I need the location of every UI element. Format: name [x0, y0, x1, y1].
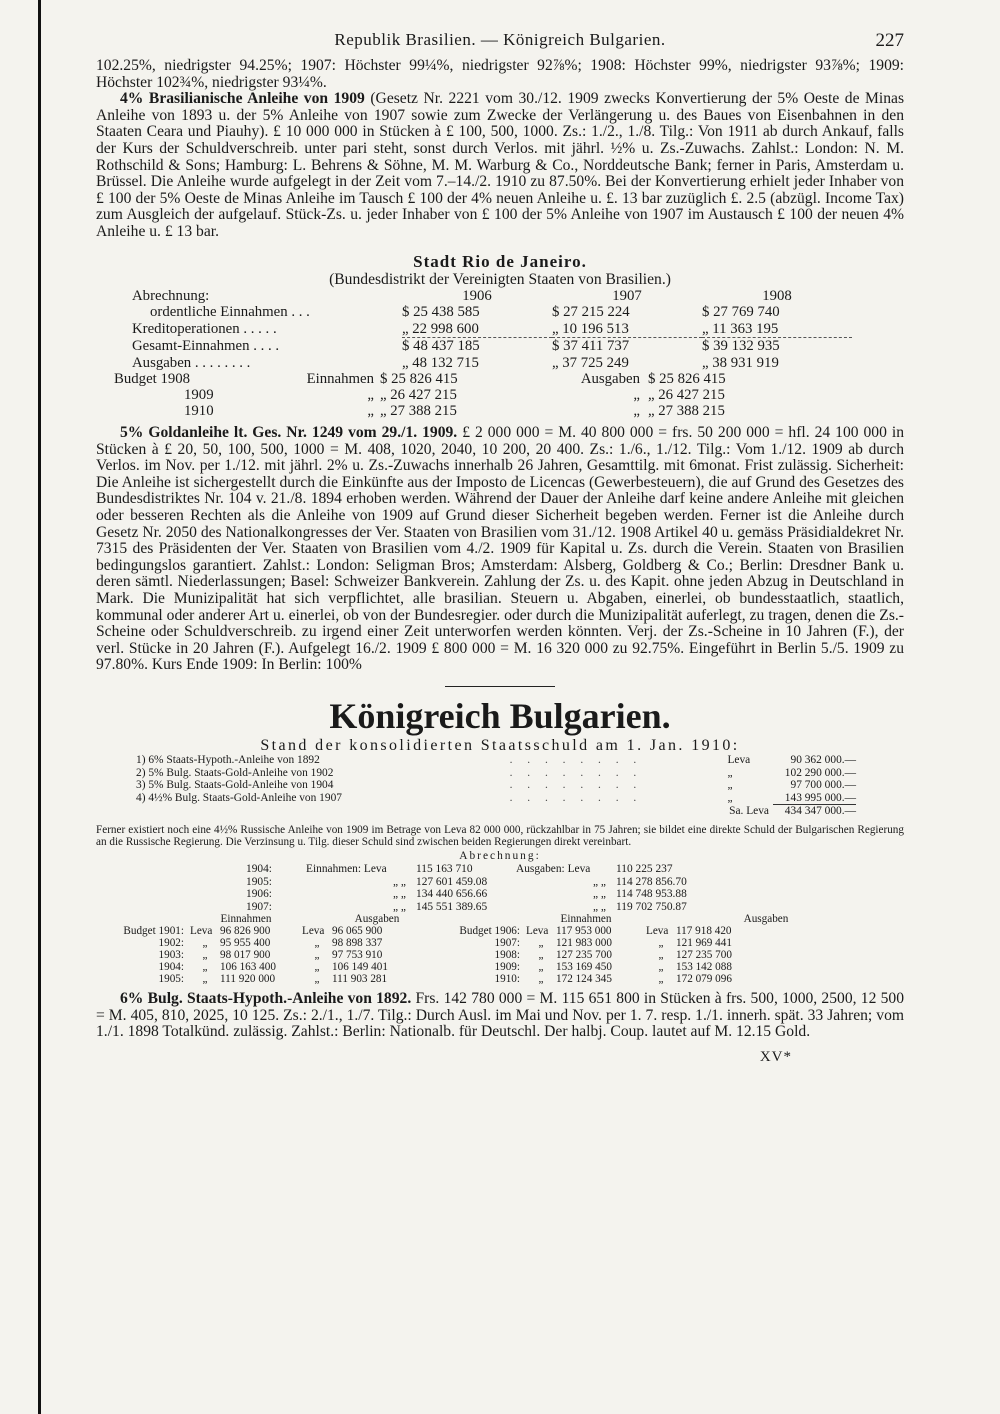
- brasil-loan-1909-text: (Gesetz Nr. 2221 vom 30./12. 1909 zwecks Konvertierung der 5% Oeste de Minas Anleihe von 1893 u. der 5% Anleihe von 1907 sowie zum Zwecke der Verlängerung u. des Baues von Eisenbahnen in den Staaten Ceara und Piauhy). £ 10 000 000 in Stücken à £ 100, 500, 1000. Zs.: 1./2., 1./8. Tilg.: Von 1911 ab durch Ankauf, falls der Kurs der Schuldverschreib. unter pari steht, sonst durch Verlos. mit jährl. ½% u. Zs.-Zuwachs. Zahlst.: London: N. M. Rothschild & Sons; Hamburg: L. Behrens & Söhne, M. M. Warburg & Co., Norddeutsche Bank; ferner in Paris, Amsterdam u. Brüssel. Die Anleihe wurde aufgelegt in der Zeit vom 7.–14./2. 1910 zu 87.50%. Bei der Konvertierung erhielt jeder Inhaber von £ 100 der 5% Oeste de Minas Anleihe im Tausch £ 100 der 4% neuen Anleihe u. £. 13 bar zuzüglich £. 2.5 (abzügl. Income Tax) zum Ausgleich der aufgelauf. Stück-Zs. u. jeder Inhaber von £ 100 der 5% Anleihe von 1907 im Austausch £ 100 der neuen 4% Anleihe u. £ 13 bar.: [96, 90, 905, 240]
- table-row: [132, 321, 852, 338]
- debt-value: 102 290 000.—: [784, 766, 856, 779]
- running-header: [96, 30, 904, 58]
- currency: „: [202, 973, 208, 986]
- ausgaben-value: 119 702 750.87: [616, 900, 687, 913]
- ausgaben-label: „ „: [593, 888, 606, 901]
- einnahmen-value: 134 440 656.66: [416, 888, 488, 901]
- einnahmen-label: „ „: [393, 888, 406, 901]
- ausgaben-value: 96 065 900: [332, 925, 383, 938]
- brasil-loan-1909-paragraph: [96, 91, 904, 240]
- ausgaben-label: „ „: [593, 875, 606, 888]
- einnahmen-value: 121 983 000: [556, 937, 612, 950]
- ausgaben-label: „: [633, 403, 640, 420]
- einnahmen-header: Einnahmen: [560, 913, 612, 926]
- einnahmen-label: „: [367, 387, 374, 404]
- currency: „: [658, 937, 664, 950]
- einnahmen-value: $ 25 826 415: [380, 371, 458, 388]
- ausgaben-value: 153 142 088: [676, 961, 732, 974]
- einnahmen-value: 98 017 900: [220, 949, 271, 962]
- table-row: [116, 949, 886, 961]
- cell-value: $ 27 215 224: [552, 304, 630, 321]
- ausgaben-label: „: [633, 387, 640, 404]
- currency: „: [538, 961, 544, 974]
- year-label: 1905:: [246, 875, 272, 888]
- currency: „: [202, 961, 208, 974]
- debt-currency: „: [727, 766, 733, 779]
- table-row: [246, 863, 746, 876]
- einnahmen-value: 153 169 450: [556, 961, 612, 974]
- ausgaben-value: 121 969 441: [676, 937, 732, 950]
- year-label: 1904:: [246, 862, 272, 875]
- ausgaben-value: 98 898 337: [332, 937, 383, 950]
- rio-gold-loan-title: 5% Goldanleihe lt. Ges. Nr. 1249 vom 29./1. 1909.: [120, 424, 458, 442]
- table-row: [132, 304, 852, 321]
- currency: „: [314, 961, 320, 974]
- currency: „: [314, 937, 320, 950]
- currency: „: [538, 937, 544, 950]
- year-label: 1906:: [246, 888, 272, 901]
- year-label: 1907:: [246, 900, 272, 913]
- debt-value: 97 700 000.—: [790, 779, 856, 792]
- table-row: 3) 5% Bulg. Staats-Gold-Anleihe von 1904 . . . . . . . . „ 97 700 000.—: [136, 779, 856, 792]
- cell-value: „ 37 725 249: [552, 354, 629, 371]
- budget-year: 1908:: [494, 949, 520, 962]
- bulgarien-stand-heading: Stand der konsolidierten Staatsschuld am 1. Jan. 1910:: [260, 736, 740, 754]
- table-row: [114, 371, 814, 387]
- bulgarien-hypoth-loan-paragraph: [96, 991, 904, 1041]
- debt-currency: „: [727, 779, 733, 792]
- cell-value: $ 39 132 935: [702, 338, 852, 355]
- budget-year: 1902:: [158, 937, 184, 950]
- ausgaben-label: „ „: [593, 900, 606, 913]
- table-row: [116, 925, 886, 937]
- ausgaben-value: $ 25 826 415: [648, 371, 726, 388]
- budget-year: 1905:: [158, 973, 184, 986]
- budget-year: 1909:: [494, 961, 520, 974]
- debt-currency: „: [727, 791, 733, 804]
- cell-value: $ 48 437 185: [402, 338, 552, 355]
- ausgaben-value: 117 918 420: [676, 925, 732, 938]
- bulgarien-budget-table: [116, 913, 886, 985]
- ausgaben-value: 111 903 281: [332, 973, 388, 986]
- cell-value: „ 22 998 600: [402, 320, 479, 337]
- debt-value: 90 362 000.—: [790, 753, 856, 766]
- ausgaben-value: „ 27 388 215: [648, 403, 725, 420]
- rio-title: Stadt Rio de Janeiro.: [413, 251, 587, 271]
- abrechnung-label: Abrechnung:: [132, 287, 210, 304]
- currency: „: [314, 973, 320, 986]
- currency: „: [658, 949, 664, 962]
- rio-abrechnung-table: [132, 288, 852, 372]
- rio-budget-table: [114, 371, 814, 419]
- table-row: 2) 5% Bulg. Staats-Gold-Anleihe von 1902 . . . . . . . . „ 102 290 000.—: [136, 766, 856, 779]
- table-row: 1) 6% Staats-Hypoth.-Anleihe von 1892 . . . . . . . . Leva 90 362 000.—: [136, 753, 856, 766]
- bulgarien-abrechnung-label: Abrechnung:: [459, 849, 541, 862]
- ausgaben-value: 114 278 856.70: [616, 875, 687, 888]
- currency: „: [658, 973, 664, 986]
- table-row: [136, 805, 856, 818]
- debt-label: 4) 4½% Bulg. Staats-Gold-Anleihe von 1907: [136, 791, 342, 804]
- currency: „: [314, 949, 320, 962]
- cell-value: $ 37 411 737: [552, 338, 702, 355]
- currency: „: [202, 949, 208, 962]
- table-row: [116, 913, 886, 925]
- budget-year: 1907:: [494, 937, 520, 950]
- bulgarien-hypoth-loan-title: 6% Bulg. Staats-Hypoth.-Anleihe von 1892.: [120, 990, 412, 1008]
- einnahmen-label: „: [367, 403, 374, 420]
- cell-value: $ 27 769 740: [702, 304, 780, 321]
- ausgaben-value: 114 748 953.88: [616, 888, 687, 901]
- einnahmen-value: „ 26 427 215: [380, 387, 457, 404]
- table-row: [132, 338, 852, 355]
- table-row: [132, 288, 852, 305]
- ausgaben-value: 172 079 096: [676, 973, 732, 986]
- page: [96, 30, 904, 1066]
- einnahmen-value: 106 163 400: [220, 961, 276, 974]
- rio-gold-loan-paragraph: [96, 425, 904, 674]
- einnahmen-value: 127 235 700: [556, 949, 612, 962]
- signature-mark: XV*: [759, 1049, 792, 1066]
- ausgaben-value: 110 225 237: [616, 862, 673, 875]
- bulgarien-abrechnung-table: [246, 863, 746, 913]
- cell-value: $ 25 438 585: [402, 304, 480, 321]
- einnahmen-value: 117 953 000: [556, 925, 612, 938]
- rio-gold-loan-text: £ 2 000 000 = M. 40 800 000 = frs. 50 200 000 = hfl. 24 100 000 in Stücken à £ 20, 50, 100, 500, 1000 = M. 408, 1020, 2040, 10 200, 20 400. Zs.: 1./6., 1./12. Tilg.: Vom 1./12. 1909 ab durch Verlos. im Nov. per 1./12. mit jährl. 2% u. Zs.-Zuwachs innerhalb 26 Jahren, Gesamttilg. mit 6monat. Frist zulässig. Sicherheit: Die Anleihe ist sichergestellt durch die Einkünfte aus der Imposto de Licencas (Gewerbesteuern), die auf Grund des Gesetzes des Bundesdistriktes Nr. 104 v. 21./8. 1894 erhoben werden. Während der Dauer der Anleihe darf keine andere Anleihe mit gleichen oder besseren Rechten als die Anleihe von 1909 auf Grund dieser Sicherheit begeben werden. Ferner ist die Anleihe durch Gesetz Nr. 2050 des Nationalkongresses der Ver. Staaten von Brasilien vom 31./12. 1908 Artikel 40 u. gemäss Präsidialdekret Nr. 7315 des Präsidenten der Ver. Staaten von Brasilien vom 4./2. 1909 für Kapital u. Zs. durch die Verein. Staaten von Brasilien bedingungslos garantiert. Zahlst.: London: Seligman Bros; Amsterdam: Alsberg, Goldberg & Co.; Berlin: Dresdner Bank u. deren sämtl. Niederlassungen; Basel: Schweizer Bankverein. Zahlung der Zs. u. des Kapit. ohne jeden Abzug in Deutschland in Mark. Die Munizipalität hat sich verpflichtet, alle brasilian. Steuern u. Abgaben, einerlei, ob bundesstaatlich, staatlich, kommunal oder anderer Art u. einerlei, ob von der Bundesregier. oder durch die Munizipalität auferlegt, zu tragen, denen die Zs.-Scheine oder Schuldverschreib. zu irgend einer Zeit unterworfen werden könnten. Verj. der Zs.-Scheine in 10 Jahren (F.), der verl. Stücke in 20 Jahren (F.). Aufgelegt 16./2. 1909 £ 800 000 = M. 16 320 000 zu 92.75%. Eingeführt in Berlin 5./5. 1909 zu 97.80%. Kurs Ende 1909: In Berlin: 100%: [96, 424, 905, 674]
- currency: Leva: [190, 925, 213, 938]
- table-row: [132, 355, 852, 372]
- budget-year: Budget 1906:: [459, 925, 520, 938]
- einnahmen-value: 172 124 345: [556, 973, 612, 986]
- table-row: [114, 387, 814, 403]
- ausgaben-header: Ausgaben: [743, 913, 789, 926]
- einnahmen-value: 127 601 459.08: [416, 875, 488, 888]
- cell-value: „ 48 132 715: [402, 354, 479, 371]
- cell-value: „ 38 931 919: [702, 354, 779, 371]
- currency: Leva: [302, 925, 325, 938]
- cell-value: „ 11 363 195: [702, 320, 779, 337]
- budget-year: Budget 1901:: [123, 925, 184, 938]
- sum-value: 434 347 000.—: [784, 805, 856, 818]
- brasil-loan-1909-title: 4% Brasilianische Anleihe von 1909: [120, 90, 365, 108]
- currency: Leva: [526, 925, 549, 938]
- debt-value: 143 995 000.—: [773, 792, 856, 805]
- einnahmen-label: Einnahmen: [306, 371, 374, 388]
- debt-label: 3) 5% Bulg. Staats-Gold-Anleihe von 1904: [136, 779, 334, 792]
- debt-label: 1) 6% Staats-Hypoth.-Anleihe von 1892: [136, 753, 320, 766]
- table-row: 4) 4½% Bulg. Staats-Gold-Anleihe von 1907 . . . . . . . . „ 143 995 000.—: [136, 791, 856, 804]
- page-number: 227: [875, 30, 904, 51]
- ausgaben-value: 127 235 700: [676, 949, 732, 962]
- cell-value: „ 10 196 513: [552, 320, 629, 337]
- einnahmen-value: 95 955 400: [220, 937, 271, 950]
- bulgarien-hypoth-loan-text: Frs. 142 780 000 = M. 115 651 800 in Stücken à frs. 500, 1000, 2500, 12 500 = M. 405, 810, 2025, 10 125. Zs.: 2./1., 1./7. Tilg.: Durch Ausl. im Mai und Nov. per 1. 7. resp. 1./1. innerh. spät. 33 Jahren; vom 1./1. 1898 Totalkünd. zulässig. Zahlst.: Berlin: Nationalb. für Deutschl. Der halbj. Coup. lautet auf M. 12.15 Gold.: [96, 990, 905, 1041]
- einnahmen-label: Einnahmen: Leva: [306, 862, 387, 875]
- ausgaben-value: „ 26 427 215: [648, 387, 725, 404]
- table-row: [114, 403, 814, 419]
- row-label: Gesamt-Einnahmen . . . .: [132, 337, 280, 354]
- ausgaben-label: Ausgaben: Leva: [516, 862, 591, 875]
- table-row: [116, 961, 886, 973]
- einnahmen-value: 111 920 000: [220, 973, 276, 986]
- budget-year: 1910:: [494, 973, 520, 986]
- budget-label: Budget 1908: [114, 371, 191, 388]
- ausgaben-value: 97 753 910: [332, 949, 383, 962]
- bulgarien-debt-table: [136, 754, 856, 818]
- currency: „: [538, 949, 544, 962]
- debt-currency: Leva: [727, 753, 751, 766]
- running-title: Republik Brasilien. — Königreich Bulgarien.: [334, 30, 666, 49]
- einnahmen-header: Einnahmen: [220, 913, 272, 926]
- budget-year: 1904:: [158, 961, 184, 974]
- einnahmen-value: 145 551 389.65: [416, 900, 488, 913]
- currency: „: [202, 937, 208, 950]
- currency: Leva: [646, 925, 669, 938]
- budget-label: 1909: [184, 387, 214, 404]
- currency: „: [538, 973, 544, 986]
- table-row: [246, 901, 746, 914]
- bulgarien-title: Königreich Bulgarien.: [329, 695, 671, 736]
- table-row: [116, 937, 886, 949]
- table-row: [246, 876, 746, 889]
- ausgaben-header: Ausgaben: [354, 913, 400, 926]
- einnahmen-label: „ „: [393, 875, 406, 888]
- einnahmen-label: „ „: [393, 900, 406, 913]
- row-label: Ausgaben . . . . . . . .: [132, 354, 251, 371]
- page-edge-rule: [38, 0, 41, 1414]
- debt-label: 2) 5% Bulg. Staats-Gold-Anleihe von 1902: [136, 766, 334, 779]
- rio-subtitle: (Bundesdistrikt der Vereinigten Staaten von Brasilien.): [329, 270, 671, 288]
- sum-label: Sa. Leva: [729, 805, 769, 818]
- budget-year: 1903:: [158, 949, 184, 962]
- einnahmen-value: 96 826 900: [220, 925, 271, 938]
- bulgarien-russian-loan-note: Ferner existiert noch eine 4½% Russische Anleihe von 1909 im Betrage von Leva 82 000 000, rückzahlbar in 75 Jahren; sie bildet eine direkte Schuld der Bulgarischen Regierung an die Russische Regierung. Die Verzinsung u. Tilg. dieser Schuld sind zwischen beiden Regierungen direkt vereinbart.: [96, 823, 904, 848]
- currency: „: [658, 961, 664, 974]
- year-header: 1907: [612, 287, 642, 304]
- brasil-quotes-paragraph: 102.25%, niedrigster 94.25%; 1907: Höchster 99¼%, niedrigster 92⅞%; 1908: Höchster 99%, niedrigster 93⅞%; 1909: Höchster 102¾%, niedrigster 93¼%.: [96, 57, 904, 91]
- einnahmen-value: 115 163 710: [416, 862, 473, 875]
- year-header: 1908: [762, 287, 792, 304]
- row-label: Kreditoperationen . . . . .: [132, 320, 277, 337]
- ausgaben-value: 106 149 401: [332, 961, 388, 974]
- table-row: [246, 888, 746, 901]
- section-divider: [445, 686, 555, 687]
- einnahmen-value: „ 27 388 215: [380, 403, 457, 420]
- year-header: 1906: [462, 287, 492, 304]
- ausgaben-label: Ausgaben: [580, 371, 640, 388]
- table-row: [116, 973, 886, 985]
- row-label: ordentliche Einnahmen . . .: [150, 304, 310, 321]
- budget-label: 1910: [184, 403, 214, 420]
